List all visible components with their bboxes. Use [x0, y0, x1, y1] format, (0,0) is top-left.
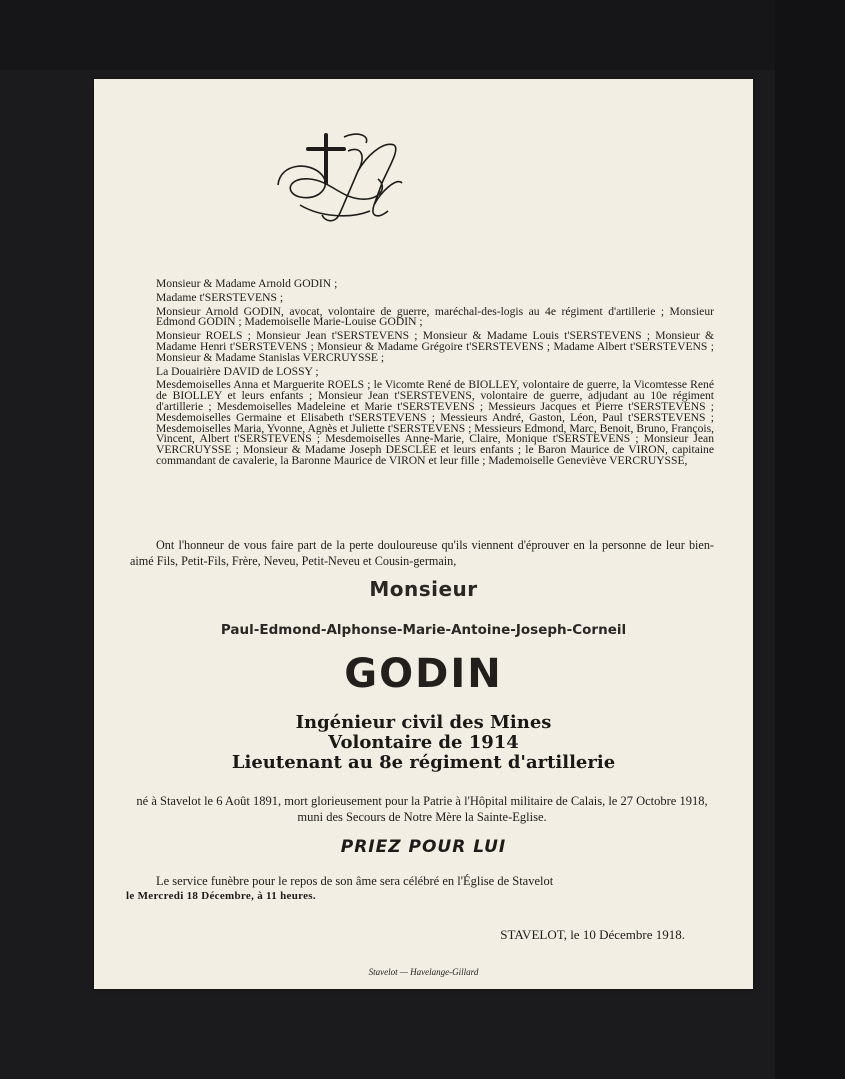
family-line-1: Monsieur & Madame Arnold GODIN ;	[156, 277, 338, 290]
family-line-6: Mesdemoiselles Anna et Marguerite ROELS ; le Vicomte René de BIOLLEY, volontaire de guerre, la Vicomtesse René de BIOLLEY et leurs enfants ; Monsieur Jean t'SERSTEVENS, volontaire de guerre, adjudant au 10e régiment d'artillerie ; Mesdemoiselles Madeleine et Marie t'SERSTEVENS ; Messieurs Jacques et Pierre t'SERSTEVENS ; Mesdemoiselles Germaine et Elisabeth t'SERSTEVENS ; Messieurs André, Gaston, Léon, Paul t'SERSTEVENS ; Mesdemoiselles Maria, Yvonne, Agnès et Juliette t'SERSTEVENS ; Messieurs Edmond, Marc, Benoit, Bruno, François, Vincent, Albert t'SERSTEVENS ; Mesdemoiselles Anne-Marie, Claire, Monique t'SERSTEVENS ; Monsieur Jean VERCRUYSSE ; Monsieur & Madame Joseph DESCLÉE et leurs enfants ; le Baron Maurice de VIRON, capitaine commandant de cavalerie, la Baronne Maurice de VIRON et leur fille ; Mademoiselle Geneviève VERCRUYSSE,	[156, 378, 714, 467]
background-top	[0, 0, 845, 70]
family-list	[130, 279, 714, 467]
service-announcement: Le service funèbre pour le repos de son âme sera célébré en l'Église de Stavelot	[156, 874, 554, 888]
family-line-2: Madame t'SERSTEVENS ;	[156, 290, 284, 304]
family-line-3: Monsieur Arnold GODIN, avocat, volontaire de guerre, maréchal-des-logis au 4e régiment d'artillerie ; Monsieur Edmond GODIN ; Mademoiselle Marie-Louise GODIN ;	[156, 304, 714, 329]
honorific: Monsieur	[369, 577, 478, 601]
prayer-request: PRIEZ POUR LUI	[340, 837, 507, 857]
birth-death-text: né à Stavelot le 6 Août 1891, mort glorieusement pour la Patrie à l'Hôpital militaire de Calais, le 27 Octobre 1918, muni des Secours de Notre Mère la Sainte-Eglise.	[136, 794, 708, 824]
cross-monogram-icon	[270, 127, 410, 237]
place-and-date: STAVELOT, le 10 Décembre 1918.	[500, 927, 685, 942]
title-lieutenant: Lieutenant au 8e régiment d'artillerie	[231, 752, 616, 773]
family-line-5: La Douairière DAVID de LOSSY ;	[156, 364, 319, 378]
announcement-intro: Ont l'honneur de vous faire part de la perte douloureuse qu'ils viennent d'éprouver en la personne de leur bien-aimé Fils, Petit-Fils, Frère, Neveu, Petit-Neveu et Cousin-germain,	[130, 538, 714, 568]
printer-credit: Stavelot — Havelange-Gillard	[368, 967, 479, 977]
surname: GODIN	[344, 651, 503, 697]
service-text	[126, 873, 718, 889]
title-volunteer: Volontaire de 1914	[328, 732, 519, 753]
family-line-4: Monsieur ROELS ; Monsieur Jean t'SERSTEVENS ; Monsieur & Madame Louis t'SERSTEVENS ; Monsieur & Madame Henri t'SERSTEVENS ; Monsieur & Madame Grégoire t'SERSTEVENS ; Madame Albert t'SERSTEVENS ; Monsieur & Madame Stanislas VERCRUYSSE ;	[156, 329, 714, 364]
memorial-card	[94, 79, 753, 989]
background-right	[775, 0, 845, 1079]
title-engineer: Ingénieur civil des Mines	[295, 712, 552, 733]
given-names: Paul-Edmond-Alphonse-Marie-Antoine-Joseph-Corneil	[220, 622, 627, 638]
deceased-titles	[94, 713, 753, 773]
service-date: le Mercredi 18 Décembre, à 11 heures.	[126, 890, 316, 902]
